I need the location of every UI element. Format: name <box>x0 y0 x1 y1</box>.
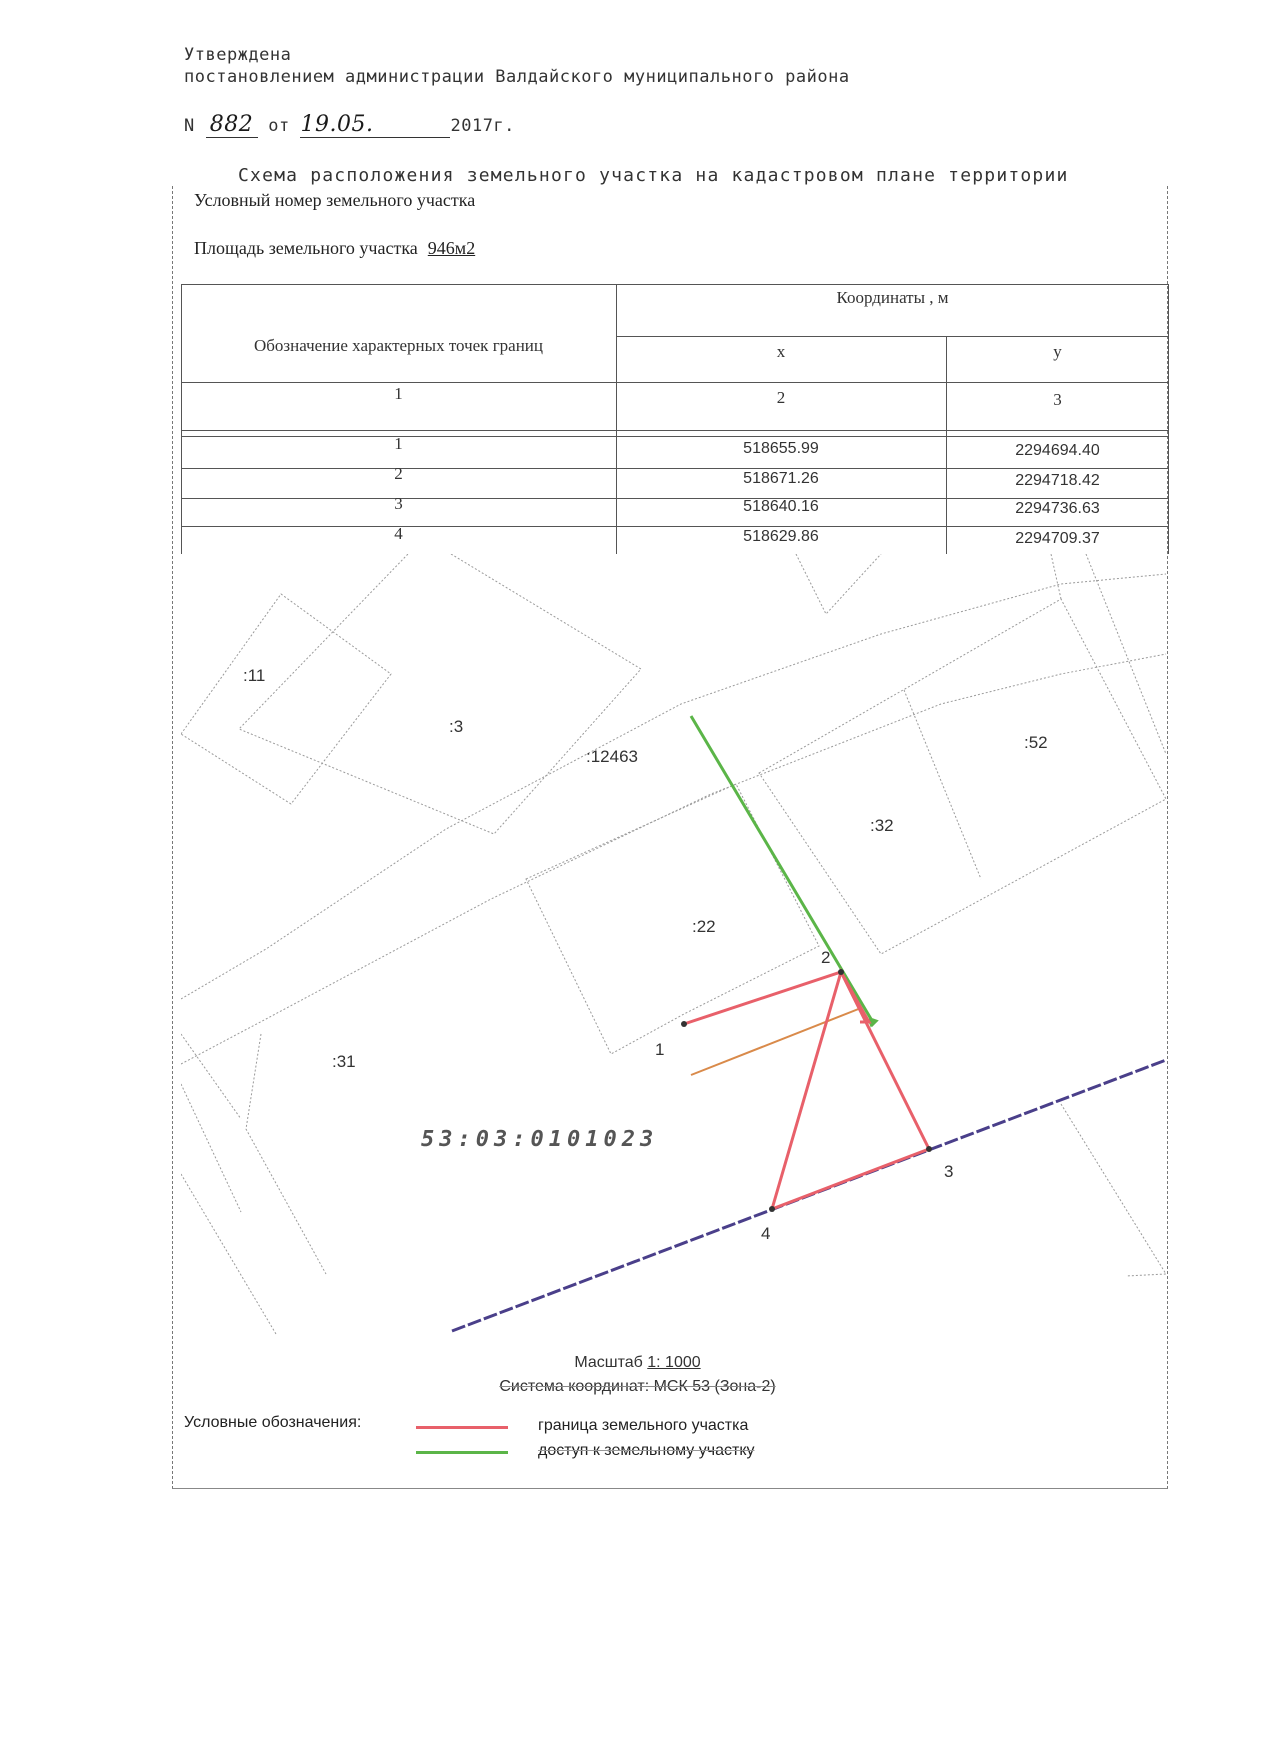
parcel-label-11: :11 <box>243 666 266 685</box>
row-x: 518655.99 <box>743 440 819 457</box>
point-label-1: 1 <box>655 1040 665 1059</box>
row-y: 2294718.42 <box>1015 472 1100 489</box>
order-prefix: N <box>184 116 195 136</box>
scale-value: 1: 1000 <box>647 1354 701 1371</box>
cadastral-block-number: 53:03:0101023 <box>421 1127 659 1152</box>
coordinate-system: Система координат: МСК 53 (Зона-2) <box>499 1378 776 1395</box>
approval-note <box>184 44 850 88</box>
scheme-title: Схема расположения земельного участка на кадастровом плане территории <box>238 165 1069 186</box>
row-y: 2294694.40 <box>1015 442 1100 459</box>
point-label-2: 2 <box>821 948 831 967</box>
approval-line-1: Утверждена <box>184 45 292 65</box>
order-number: 882 <box>206 112 258 138</box>
point-label-3: 3 <box>944 1162 954 1181</box>
access-line <box>691 716 876 1026</box>
area-label: Площадь земельного участка <box>194 238 418 258</box>
area-line <box>194 238 475 259</box>
road-shared-edge <box>691 1008 861 1075</box>
approval-line-2: постановлением администрации Валдайского муниципального района <box>184 67 850 87</box>
coordinates-header: Координаты , м <box>836 288 949 307</box>
column-number-1: 1 <box>394 384 403 403</box>
legend-boundary-swatch <box>416 1426 508 1429</box>
row-y: 2294736.63 <box>1015 500 1100 517</box>
legend-access-text: доступ к земельному участку <box>538 1442 755 1459</box>
row-point: 1 <box>394 434 403 453</box>
scale-line <box>0 1354 1275 1372</box>
parcel-label-3: :3 <box>449 717 464 736</box>
parcel-label-22: :22 <box>692 917 716 936</box>
legend-boundary-text: граница земельного участка <box>538 1417 749 1434</box>
order-year: 2017г. <box>450 116 515 136</box>
row-x: 518640.16 <box>743 498 819 515</box>
order-from: от <box>268 116 290 136</box>
row-point: 3 <box>394 494 403 513</box>
y-header: y <box>1053 342 1062 361</box>
points-header: Обозначение характерных точек границ <box>253 336 544 355</box>
row-x: 518671.26 <box>743 470 819 487</box>
parcel-label-31: :31 <box>332 1052 356 1071</box>
order-date: 19.05. <box>300 112 450 138</box>
conditional-number-label: Условный номер земельного участка <box>194 190 476 210</box>
scale-label: Масштаб <box>574 1354 643 1371</box>
neighbor-boundaries <box>181 554 1166 1334</box>
row-point: 2 <box>394 464 403 483</box>
legend-label: Условные обозначения: <box>184 1414 362 1431</box>
area-value: 946м2 <box>427 238 476 258</box>
order-line <box>184 112 515 138</box>
row-y: 2294709.37 <box>1015 530 1100 547</box>
x-header: x <box>776 342 786 361</box>
parcel-boundary <box>684 972 929 1209</box>
column-number-3: 3 <box>1053 390 1062 409</box>
parcel-label-52: :52 <box>1024 733 1048 752</box>
row-x: 518629.86 <box>743 528 819 545</box>
coordinates-table <box>181 284 1169 554</box>
parcel-label-32: :32 <box>870 816 894 835</box>
row-point: 4 <box>394 524 403 543</box>
column-number-2: 2 <box>776 388 786 407</box>
parcel-label-12463: :12463 <box>586 747 638 766</box>
legend-access-swatch <box>416 1451 508 1454</box>
point-label-4: 4 <box>761 1224 771 1243</box>
cadastral-map <box>181 554 1169 1336</box>
